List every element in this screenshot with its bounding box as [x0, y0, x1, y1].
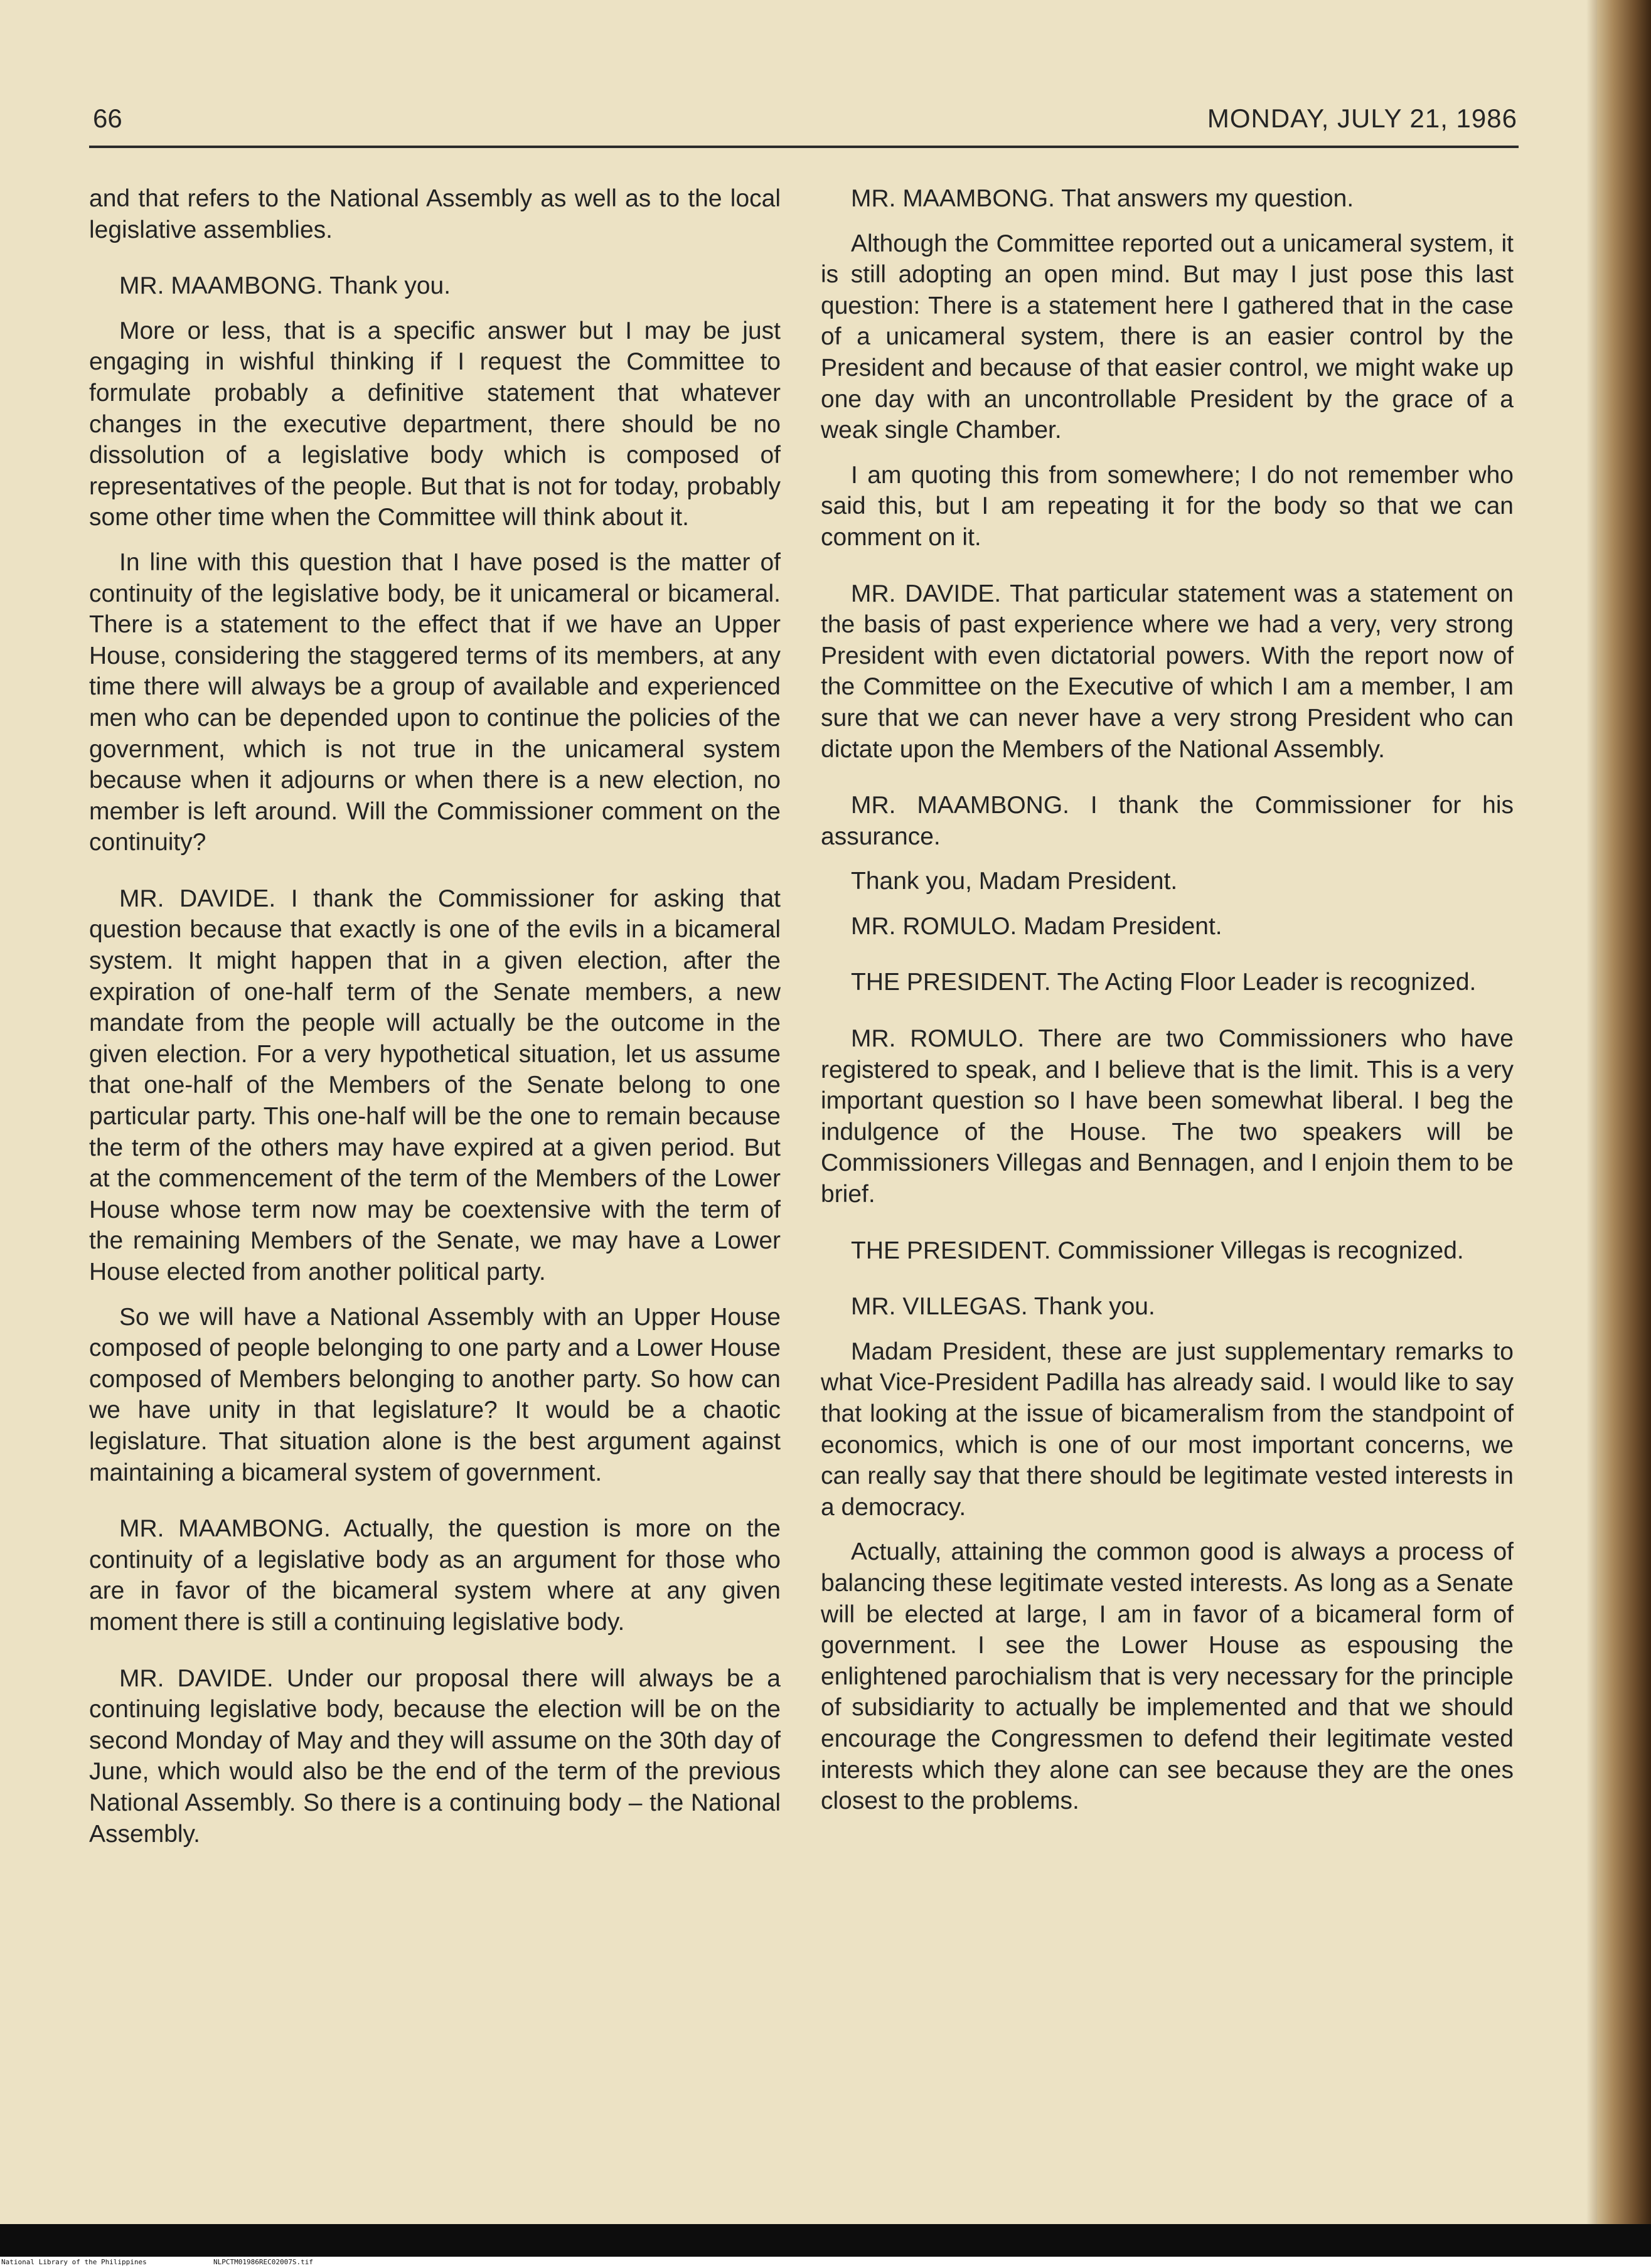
scan-footer: [0, 2257, 1651, 2268]
paragraph: and that refers to the National Assembly as well as to the local legislative assemblies.: [89, 185, 781, 243]
paragraph: Madam President, these are just supplementary remarks to what Vice-President Padilla has already said. I would like to say that looking at the issue of bicameralism from the standpoint of economics, which is one of our most important concerns, we can really say that there should be legitimate vested interests in a democracy.: [821, 1338, 1514, 1521]
speaker-paragraph: THE PRESIDENT. The Acting Floor Leader is recognized.: [851, 969, 1477, 996]
paragraph: In line with this question that I have posed is the matter of continuity of the legislative body, be it unicameral or bicameral. There is a statement to the effect that if we have an Upper House, considering the staggered terms of its members, at any time there will always be a group of available and experienced men who can be depended upon to continue the policies of the government, which is not true in the unicameral system because when it adjourns or when there is a new election, no member is left around. Will the Commissioner comment on the continuity?: [89, 548, 781, 856]
speaker-paragraph: MR. MAAMBONG. Thank you.: [119, 272, 451, 300]
book-spine: [1597, 0, 1651, 2224]
speaker-paragraph: MR. DAVIDE. Under our proposal there will always be a continuing legislative body, because the election will be on the second Monday of May and they will assume on the 30th day of June, which would also be the end of the term of the previous National Assembly. So there is a continuing body – the National Assembly.: [89, 1664, 781, 1848]
right-column: [821, 183, 1514, 1831]
speaker-paragraph: MR. ROMULO. There are two Commissioners who have registered to speak, and I believe that is the limit. This is a very important question so I have been somewhat liberal. I beg the indulgence of the House. The two speakers will be Commissioners Villegas and Bennagen, and I enjoin them to be brief.: [821, 1025, 1514, 1208]
speaker-paragraph: MR. VILLEGAS. Thank you.: [851, 1293, 1155, 1321]
speaker-paragraph: MR. DAVIDE. That particular statement was a statement on the basis of past experience where we had a very, very strong President with even dictatorial powers. With the report now of the Committee on the Executive of which I am a member, I am sure that we can never have a very strong President who can dictate upon the Members of the National Assembly.: [821, 580, 1514, 763]
paragraph: So we will have a National Assembly with an Upper House composed of people belonging to one party and a Lower House composed of Members belonging to another party. So how can we have unity in that legislature? It would be a chaotic legislature. That situation alone is the best argument against maintaining a bicameral system of government.: [89, 1303, 781, 1486]
speaker-paragraph: MR. ROMULO. Madam President.: [851, 912, 1222, 940]
page-number: 66: [93, 104, 122, 133]
scan-border: [0, 2224, 1651, 2257]
paragraph: Actually, attaining the common good is always a process of balancing these legitimate vested interests. As long as a Senate will be elected at large, I am in favor of a bicameral form of government. I see the Lower House as espousing the enlightened parochialism that is very necessary for the principle of subsidiarity to actually be implemented and that we should encourage the Congressmen to defend their legitimate vested interests which they alone can see because they are the ones closest to the problems.: [821, 1538, 1514, 1815]
speaker-paragraph: THE PRESIDENT. Commissioner Villegas is recognized.: [851, 1237, 1464, 1264]
speaker-paragraph: MR. DAVIDE. I thank the Commissioner for asking that question because that exactly is one of the evils in a bicameral system. It might happen that in a given election, after the expiration of one-half term of the Senate members, a new mandate from the people will actually be the outcome in the given election. For a very hypothetical situation, let us assume that one-half of the Members of the Senate belong to one particular party. This one-half will be the one to remain because the term of the others may have expired at a given period. But at the commencement of the term of the Members of the Lower House whose term now may be coextensive with the term of the remaining Members of the Senate, we may have a Lower House elected from another political party.: [89, 885, 781, 1286]
paragraph: More or less, that is a specific answer but I may be just engaging in wishful thinking if I request the Committee to formulate probably a definitive statement that whatever changes in the executive department, there should be no dissolution of a legislative body which is composed of representatives of the people. But that is not for today, probably some other time when the Committee will think about it.: [89, 317, 781, 531]
page-header: [93, 97, 1517, 147]
paragraph: Although the Committee reported out a unicameral system, it is still adopting an open mind. But may I just pose this last question: There is a statement here I gathered that in the case of a unicameral system, there is an easier control by the President and because of that easier control, we might wake up one day with an uncontrollable President by the grace of a weak single Chamber.: [821, 230, 1514, 444]
footer-filename: NLPCTM01986REC02007S.tif: [213, 2258, 313, 2266]
paragraph: I am quoting this from somewhere; I do not remember who said this, but I am repeating it for the body so that we can comment on it.: [821, 461, 1514, 551]
header-rule: [89, 146, 1519, 148]
page-date: MONDAY, JULY 21, 1986: [1207, 104, 1517, 133]
speaker-paragraph: MR. MAAMBONG. That answers my question.: [851, 185, 1354, 212]
left-column: [89, 183, 781, 1863]
paragraph: Thank you, Madam President.: [851, 868, 1178, 895]
speaker-paragraph: MR. MAAMBONG. I thank the Commissioner for his assurance.: [821, 792, 1514, 850]
speaker-paragraph: MR. MAAMBONG. Actually, the question is more on the continuity of a legislative body as an argument for those who are in favor of the bicameral system where at any given moment there is still a continuing legislative body.: [89, 1515, 781, 1636]
footer-library: National Library of the Philippines: [1, 2258, 147, 2266]
